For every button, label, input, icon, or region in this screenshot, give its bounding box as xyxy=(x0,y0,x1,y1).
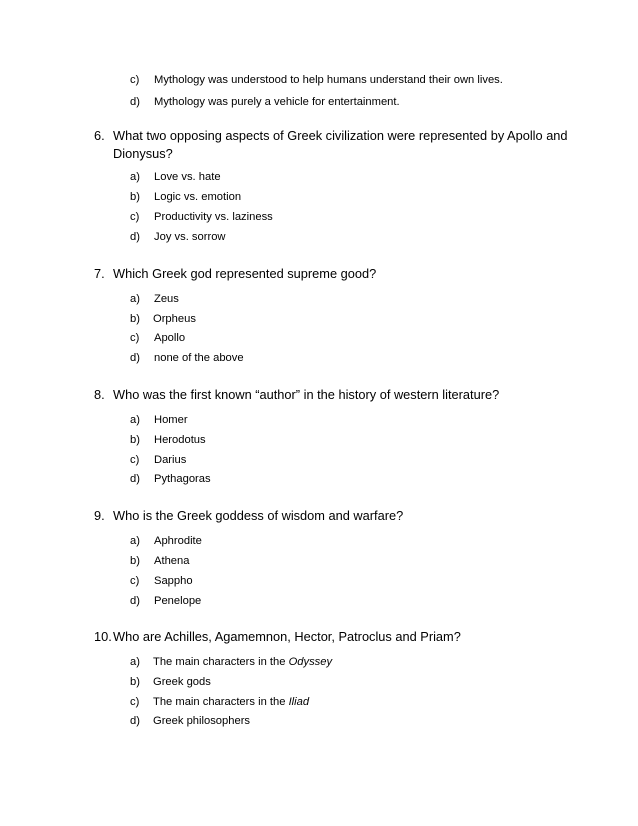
option-letter: c) xyxy=(130,696,140,708)
option-text: Athena xyxy=(154,555,190,567)
option-letter: d) xyxy=(130,352,140,364)
option-letter: b) xyxy=(130,434,140,446)
question-text: Which Greek god represented supreme good? xyxy=(113,266,377,281)
option-text: none of the above xyxy=(154,352,244,364)
option-text: Aphrodite xyxy=(154,535,202,547)
question-number: 7. xyxy=(94,266,105,281)
option-text: Pythagoras xyxy=(154,473,211,485)
question-text: What two opposing aspects of Greek civilization were represented by Apollo and xyxy=(113,128,568,143)
option-text: Mythology was understood to help humans understand their own lives. xyxy=(154,74,503,86)
option-text: Orpheus xyxy=(153,313,196,325)
option-text: Productivity vs. laziness xyxy=(154,211,273,223)
question-text: Who was the first known “author” in the history of western literature? xyxy=(113,387,500,402)
question-text-continued: Dionysus? xyxy=(113,146,173,161)
option-text: Homer xyxy=(154,414,188,426)
italic-title: Iliad xyxy=(288,696,310,708)
option-text: Logic vs. emotion xyxy=(154,191,242,203)
option-letter: a) xyxy=(130,171,140,183)
question-number: 6. xyxy=(94,128,105,143)
option-letter: c) xyxy=(130,454,140,466)
option-letter: d) xyxy=(130,231,140,243)
option-letter: c) xyxy=(130,211,140,223)
question-text: Who is the Greek goddess of wisdom and warfare? xyxy=(113,508,404,523)
option-letter: d) xyxy=(130,595,140,607)
option-text: Mythology was purely a vehicle for entertainment. xyxy=(154,96,400,108)
option-letter: d) xyxy=(130,715,140,727)
option-letter: b) xyxy=(130,555,140,567)
option-letter: c) xyxy=(130,332,140,344)
option-text: Greek philosophers xyxy=(153,715,251,727)
option-text: Zeus xyxy=(154,293,179,305)
question-number: 8. xyxy=(94,387,105,402)
option-letter: b) xyxy=(130,676,140,688)
option-text: Joy vs. sorrow xyxy=(154,231,226,243)
option-text: Greek gods xyxy=(153,676,211,688)
option-letter: a) xyxy=(130,414,140,426)
question-number: 10. xyxy=(94,629,112,644)
option-letter: a) xyxy=(130,293,140,305)
option-text: Love vs. hate xyxy=(154,171,221,183)
option-text: Herodotus xyxy=(154,434,206,446)
question-text: Who are Achilles, Agamemnon, Hector, Patroclus and Priam? xyxy=(113,629,461,644)
option-letter: d) xyxy=(130,96,140,108)
option-letter: d) xyxy=(130,473,140,485)
option-text: Apollo xyxy=(154,332,186,344)
question-number: 9. xyxy=(94,508,105,523)
option-text: The main characters in the Iliad xyxy=(153,696,310,708)
option-text: Sappho xyxy=(154,575,193,587)
option-text: Darius xyxy=(154,454,187,466)
option-text: Penelope xyxy=(154,595,202,607)
option-letter: c) xyxy=(130,74,140,86)
option-letter: c) xyxy=(130,575,140,587)
italic-title: Odyssey xyxy=(288,656,333,668)
option-letter: b) xyxy=(130,191,140,203)
option-text: The main characters in the Odyssey xyxy=(153,656,333,668)
option-letter: a) xyxy=(130,656,140,668)
option-letter: a) xyxy=(130,535,140,547)
option-letter: b) xyxy=(130,313,140,325)
